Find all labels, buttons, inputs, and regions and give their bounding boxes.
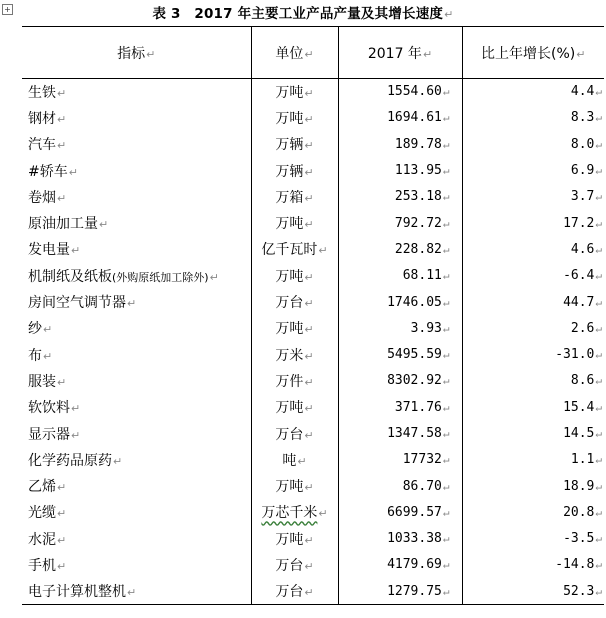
cell-growth: 17.2↵	[462, 210, 604, 236]
table-row	[22, 341, 604, 367]
header-indicator: 指标↵	[22, 27, 251, 79]
cell-value: 68.11↵	[338, 263, 462, 289]
production-table	[22, 26, 604, 605]
cell-unit: 万台↵	[251, 289, 338, 315]
cell-growth: 8.6↵	[462, 368, 604, 394]
cell-value: 1279.75↵	[338, 578, 462, 604]
cell-unit: 亿千瓦时↵	[251, 236, 338, 262]
row-note: (外购原纸加工除外)	[112, 270, 209, 284]
cell-growth: 8.0↵	[462, 131, 604, 157]
cell-indicator: 手机↵	[28, 557, 67, 574]
cell-value: 5495.59↵	[338, 341, 462, 367]
cell-indicator: 钢材↵	[28, 110, 67, 127]
header-year-2017: 2017 年↵	[338, 27, 462, 79]
cell-unit: 万吨↵	[251, 105, 338, 131]
cell-indicator: 光缆↵	[28, 505, 67, 522]
header-unit: 单位↵	[251, 27, 338, 79]
cell-unit: 万吨↵	[251, 473, 338, 499]
table-row	[22, 447, 604, 473]
cell-unit: 万箱↵	[251, 184, 338, 210]
cell-unit: 万台↵	[251, 420, 338, 446]
cell-unit: 万件↵	[251, 368, 338, 394]
cell-value: 189.78↵	[338, 131, 462, 157]
cell-value: 17732↵	[338, 447, 462, 473]
table-row	[22, 552, 604, 578]
table-title: 表 3 2017 年主要工业产品产量及其增长速度↵	[152, 6, 454, 22]
cell-unit: 万吨↵	[251, 210, 338, 236]
cell-unit: 吨↵	[251, 447, 338, 473]
cell-growth: 2.6↵	[462, 315, 604, 341]
paragraph-mark-icon: ↵	[444, 8, 454, 21]
cell-indicator: 原油加工量↵	[28, 216, 109, 233]
table-row	[22, 79, 604, 105]
table-anchor-icon[interactable]: +	[2, 4, 13, 15]
cell-growth: 14.5↵	[462, 420, 604, 446]
table-row	[22, 526, 604, 552]
cell-indicator: 纱↵	[28, 321, 53, 338]
cell-growth: 15.4↵	[462, 394, 604, 420]
cell-unit: 万米↵	[251, 341, 338, 367]
cell-growth: 1.1↵	[462, 447, 604, 473]
cell-indicator: 房间空气调节器↵	[28, 295, 137, 312]
cell-indicator: 软饮料↵	[28, 400, 81, 417]
cell-indicator: 服装↵	[28, 373, 67, 390]
table-header-row	[22, 27, 604, 79]
cell-growth: 4.4↵	[462, 79, 604, 105]
cell-indicator: 发电量↵	[28, 242, 81, 259]
cell-growth: 4.6↵	[462, 236, 604, 262]
cell-value: 1746.05↵	[338, 289, 462, 315]
cell-growth: 3.7↵	[462, 184, 604, 210]
cell-growth: 52.3↵	[462, 578, 604, 604]
header-growth: 比上年增长(%)↵	[462, 27, 604, 79]
cell-indicator: 乙烯↵	[28, 479, 67, 496]
table-row	[22, 131, 604, 157]
table-row	[22, 263, 604, 289]
cell-indicator: 化学药品原药↵	[28, 452, 123, 469]
cell-growth: -6.4↵	[462, 263, 604, 289]
cell-value: 792.72↵	[338, 210, 462, 236]
cell-value: 1347.58↵	[338, 420, 462, 446]
table-row	[22, 210, 604, 236]
cell-value: 1554.60↵	[338, 79, 462, 105]
cell-value: 86.70↵	[338, 473, 462, 499]
cell-value: 4179.69↵	[338, 552, 462, 578]
table-row	[22, 499, 604, 525]
cell-growth: -31.0↵	[462, 341, 604, 367]
cell-indicator: 电子计算机整机↵	[22, 578, 251, 604]
table-row	[22, 315, 604, 341]
cell-growth: -3.5↵	[462, 526, 604, 552]
cell-growth: -14.8↵	[462, 552, 604, 578]
table-row	[22, 157, 604, 183]
table-row	[22, 236, 604, 262]
cell-unit: 万台↵	[251, 552, 338, 578]
cell-growth: 44.7↵	[462, 289, 604, 315]
cell-value: 1033.38↵	[338, 526, 462, 552]
cell-unit: 万辆↵	[251, 131, 338, 157]
table-row	[22, 184, 604, 210]
cell-value: 371.76↵	[338, 394, 462, 420]
table-row	[22, 473, 604, 499]
cell-growth: 18.9↵	[462, 473, 604, 499]
cell-unit: 万芯千米↵	[251, 499, 338, 525]
cell-unit: 万吨↵	[251, 526, 338, 552]
cell-value: 6699.57↵	[338, 499, 462, 525]
cell-unit: 万吨↵	[251, 263, 338, 289]
cell-indicator: #轿车↵	[28, 163, 78, 180]
cell-indicator: 布↵	[28, 347, 53, 364]
table-row	[22, 105, 604, 131]
cell-value: 1694.61↵	[338, 105, 462, 131]
cell-unit: 万辆↵	[251, 157, 338, 183]
cell-value: 228.82↵	[338, 236, 462, 262]
table-row	[22, 578, 604, 604]
cell-indicator: 汽车↵	[28, 137, 67, 154]
cell-value: 113.95↵	[338, 157, 462, 183]
cell-indicator: 水泥↵	[28, 531, 67, 548]
cell-value: 3.93↵	[338, 315, 462, 341]
cell-unit: 万台↵	[251, 578, 338, 604]
cell-unit: 万吨↵	[251, 79, 338, 105]
table-row	[22, 420, 604, 446]
cell-unit: 万吨↵	[251, 394, 338, 420]
cell-indicator: 卷烟↵	[28, 189, 67, 206]
cell-indicator: 机制纸及纸板(外购原纸加工除外)↵	[28, 268, 219, 285]
cell-growth: 8.3↵	[462, 105, 604, 131]
cell-indicator: 显示器↵	[28, 426, 81, 443]
cell-unit: 万吨↵	[251, 315, 338, 341]
table-row	[22, 289, 604, 315]
cell-growth: 20.8↵	[462, 499, 604, 525]
cell-value: 8302.92↵	[338, 368, 462, 394]
table-row	[22, 394, 604, 420]
cell-value: 253.18↵	[338, 184, 462, 210]
cell-indicator: 生铁↵	[28, 84, 67, 101]
table-row	[22, 368, 604, 394]
cell-growth: 6.9↵	[462, 157, 604, 183]
